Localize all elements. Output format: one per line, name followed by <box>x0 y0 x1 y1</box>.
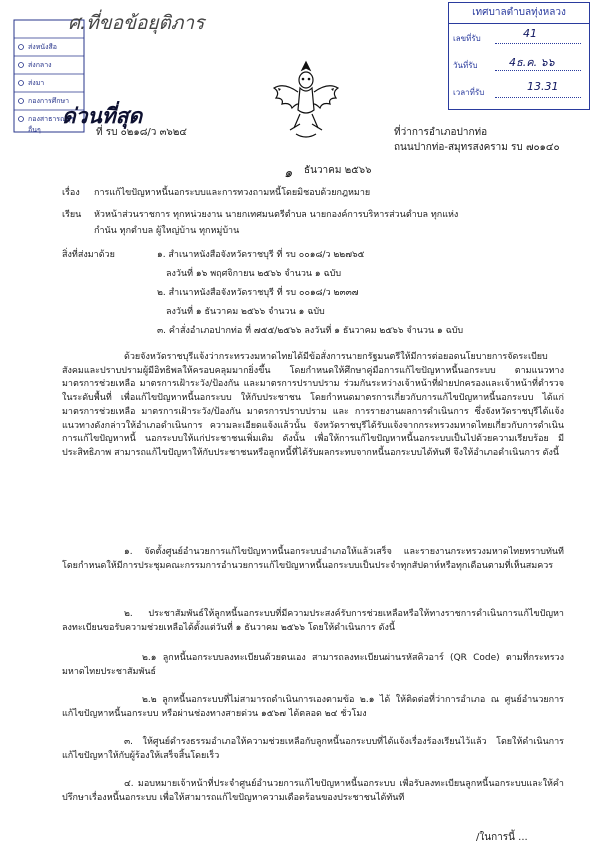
subject-text: การแก้ไขปัญหาหนี้นอกระบบและการทวงถามหนี้โดยมิชอบด้วยกฎหมาย <box>94 188 371 198</box>
item-2-1: ๒.๑ ลูกหนี้นอกระบบลงทะเบียนด้วยตนเอง สามารถลงทะเบียนผ่านรหัสคิวอาร์ (QR Code) ตามที่กระทรวงมหาดไทยประชาสัมพันธ์ <box>62 653 564 677</box>
dotted-line <box>495 97 581 98</box>
enclosure-line: ๓. คำสั่งอำเภอปากท่อ ที่ ๗๕๕/๒๕๖๖ ลงวันที่ ๑ ธันวาคม ๒๕๖๖ จำนวน ๑ ฉบับ <box>157 326 464 336</box>
addressee-label: เรียน <box>62 210 82 220</box>
body-paragraph: ด้วยจังหวัดราชบุรีแจ้งว่ากระทรวงมหาดไทยได้มีข้อสั่งการนายกรัฐมนตรีให้มีการต่อยอดนโยบายการจัดระเบียบสังคมและปราบปรามผู้มีอิทธิพลให้ครอบคลุมมากยิ่งขึ้น โดยกำหนดให้ศึกษาคู่มือการแก้ไขปัญหาหนี้นอกระบบ ตามแนวทางมาตรการช่วยเหลือ มาตรการเฝ้าระวัง/ป้องกัน และมาตรการปราบปราม ร่วมกันระหว่างเจ้าหน้าที่ฝ่ายปกครองและเจ้าหน้าที่ตำรวจในระดับพื้นที่ เพื่อแก้ไขปัญหาหนี้นอกระบบ ให้กับประชาชน โดยกำหนดมาตรการเกี่ยวกับการแก้ไขปัญหาหนี้นอกระบบ ได้แก่ มาตรการช่วยเหลือ มาตรการเฝ้าระวัง/ป้องกัน มาตรการปราบปราม และ การรายงานผลการดำเนินการ ซึ่งจังหวัดราชบุรีได้แจ้งแนวทางดังกล่าวให้อำเภอดำเนินการ ความละเอียดแจ้งแล้วนั้น จังหวัดราชบุรีได้รับแจ้งจากกระทรวงมหาดไทยเกี่ยวกับการดำเนินการแก้ไขปัญหาหนี้ นอกระบบให้แก่ประชาชนเพิ่มเติม ดังนั้น เพื่อให้การแก้ไขปัญหาหนี้นอกระบบเป็นไปด้วยความเรียบร้อย มีประสิทธิภาพ สามารถแก้ไขปัญหาให้กับประชาชนหรือลูกหนี้ที่ได้รับผลกระทบจากหนี้นอกระบบได้ทันที จึงให้อำเภอดำเนินการ ดังนี้ <box>62 352 564 458</box>
enclosure-line: ๑. สำเนาหนังสือจังหวัดราชบุรี ที่ รบ ๐๐๑๘/ว ๒๒๗๖๕ <box>157 250 365 260</box>
document-number: ที่ รบ ๐๒๑๘/ว ๓๖๒๔ <box>96 127 187 138</box>
addressee-line2: กำนัน ทุกตำบล ผู้ใหญ่บ้าน ทุกหมู่บ้าน <box>94 226 240 236</box>
right-receipt-stamp <box>448 2 590 110</box>
item-3: ๓. ให้ศูนย์ดำรงธรรมอำเภอให้ความช่วยเหลือกับลูกหนี้นอกระบบที่ได้แจ้งเรื่องร้องเรียนไว้แล้ว โดยให้ดำเนินการแก้ไขปัญหาให้กับผู้ร้องให้เสร็จสิ้นโดยเร็ว <box>62 737 564 761</box>
received-number-label: เลขที่รับ <box>453 34 481 43</box>
enclosure-line: ลงวันที่ ๑ ธันวาคม ๒๕๖๖ จำนวน ๑ ฉบับ <box>166 307 325 317</box>
received-date-label: วันที่รับ <box>453 61 478 70</box>
subject-label: เรื่อง <box>62 188 80 198</box>
continuation-marker: /ในการนี้ ... <box>476 832 528 843</box>
left-stamp-row: กองการศึกษา <box>28 97 70 105</box>
urgency-mark: ด่วนที่สุด <box>62 104 143 128</box>
date-rest: ธันวาคม ๒๕๖๖ <box>304 165 372 176</box>
enclosure-line: ๒. สำเนาหนังสือจังหวัดราชบุรี ที่ รบ ๐๐๑๘/ว ๒๓๓๗ <box>157 288 359 298</box>
left-stamp-row: ส่งกลาง <box>28 61 52 69</box>
left-stamp-row: กองสาธารณสุข <box>28 115 76 123</box>
enclosure-line: ลงวันที่ ๑๖ พฤศจิกายน ๒๕๖๖ จำนวน ๑ ฉบับ <box>166 269 342 279</box>
issuer-address-line1: ที่ว่าการอำเภอปากท่อ <box>394 127 488 138</box>
dotted-line <box>495 43 581 44</box>
received-date-value: 4ธ.ค. ๖๖ <box>509 56 555 69</box>
received-time-label: เวลาที่รับ <box>453 88 485 97</box>
item-1: ๑. จัดตั้งศูนย์อำนวยการแก้ไขปัญหาหนี้นอกระบบอำเภอให้แล้วเสร็จ และรายงานกระทรวงมหาดไทยทราบทันที โดยกำหนดให้มีการประชุมคณะกรรมการอำนวยการแก้ไขปัญหาหนี้นอกระบบเป็นประจำทุกสัปดาห์หรือทุกเดือนตามที่เห็นสมควร <box>62 547 564 571</box>
received-time-value: 13.31 <box>527 80 559 93</box>
left-stamp-row: ส่งมา <box>28 79 45 87</box>
item-4: ๔. มอบหมายเจ้าหน้าที่ประจำศูนย์อำนวยการแก้ไขปัญหาหนี้นอกระบบ เพื่อรับลงทะเบียนลูกหนี้นอกระบบและให้คำปรึกษาเรื่องหนี้นอกระบบ เพื่อให้สามารถแก้ไขปัญหาความเดือดร้อนของประชาชนได้ทันที <box>62 779 564 803</box>
enclosures-label: สิ่งที่ส่งมาด้วย <box>62 250 115 260</box>
issuer-address-line2: ถนนปากท่อ-สมุทรสงคราม รบ ๗๐๑๔๐ <box>394 142 560 153</box>
left-stamp-row: ส่งหนังสือ <box>28 43 57 51</box>
garuda-emblem-icon <box>270 58 342 142</box>
received-number-value: 41 <box>523 27 537 40</box>
item-2: ๒. ประชาสัมพันธ์ให้ลูกหนี้นอกระบบที่มีความประสงค์รับการช่วยเหลือหรือให้ทางราชการดำเนินการแก้ไขปัญหา ลงทะเบียนขอรับความช่วยเหลือได้ตั้งแต่วันที่ ๑ ธันวาคม ๒๕๖๖ โดยให้ดำเนินการ ดังนี้ <box>62 609 564 633</box>
right-stamp-title: เทศบาลตำบลทุ่งหลวง <box>449 3 589 24</box>
left-stamp-title: ศ.ที่ขอข้อยุติภาร <box>68 12 205 34</box>
item-2-2: ๒.๒ ลูกหนี้นอกระบบที่ไม่สามารถดำเนินการเองตามข้อ ๒.๑ ได้ ให้ติดต่อที่ว่าการอำเภอ ณ ศูนย์อำนวยการแก้ไขปัญหาหนี้นอกระบบ หรือผ่านช่องทางสายด่วน ๑๕๖๗ ได้ตลอด ๒๔ ชั่วโมง <box>62 695 564 719</box>
left-stamp-row: อื่นๆ <box>28 126 41 134</box>
date-day: ๑ <box>284 166 293 181</box>
addressee-line1: หัวหน้าส่วนราชการ ทุกหน่วยงาน นายกเทศมนตรีตำบล นายกองค์การบริหารส่วนตำบล ทุกแห่ง <box>94 210 459 220</box>
